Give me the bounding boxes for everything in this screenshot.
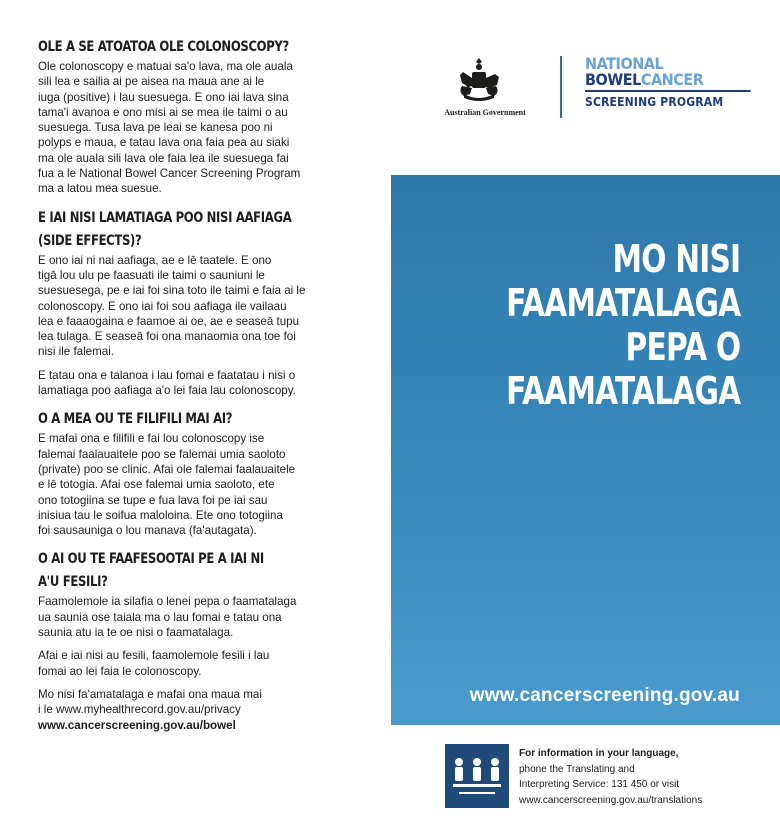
paragraph: E mafai ona e filifili e fai lou colonoscopy ise falemai faalauaitele poo se falemai umia saoloto (private) poo se clinic. Afai ole falemai faalauaitele e lē totogia. Afai ose falemai umia saoloto, ete ono totogiina se tupe e fua lava foi pe iai sau inisiua tau le soifua maloloina. Ete ono totogiina foi sausauniga o lou manava (fa'autagata). <box>38 432 296 538</box>
translating-service-icon <box>445 744 509 808</box>
paragraph: Faamolemole ia silafia o lenei pepa o faamatalaga ua saunia ose taiala ma o lau fomai e tatau ona saunia atu ia te oe nisi o faamatalaga. <box>38 595 297 640</box>
coat-of-arms-icon <box>426 56 536 122</box>
section-contact <box>38 548 356 732</box>
left-column <box>38 36 356 743</box>
paragraph: Ole colonoscopy e matuai sa'o lava, ma ole auala sili lea e sailia ai pe aisea na maua ane ai le iuga (positive) i lau suesuega. E ono iai lava sina tama'i avanoa e ono misi ai se mea ile taimi o au suesuega. Tusa lava pe leai se kanesa poo ni polyps e maua, e tatau lava ona faia pea au siaki ma ole auala sili lava ole faia lea ile suesuega fai fua a le National Bowel Cancer Screening Program ma a latou mea suesue. <box>38 60 301 196</box>
section-heading: OLE A SE ATOATOA OLE COLONOSCOPY? <box>38 39 289 55</box>
section-heading-line2: A'U FESILI? <box>38 574 108 591</box>
program-line-2: BOWELCANCER <box>585 70 704 89</box>
gov-label: Australian Government <box>444 108 526 117</box>
section-heading: O AI OU TE FAAFESOOTAI PE A IAI NI <box>38 551 264 568</box>
translations-link[interactable]: www.cancerscreening.gov.au/translations <box>519 794 703 806</box>
section-choices <box>38 408 356 538</box>
closing-paragraph: Mo nisi fa'amatalaga e mafai ona maua mai i le www.myhealthrecord.gov.au/privacy www.cancerscreening.gov.au/bowel <box>38 687 356 733</box>
cover-panel <box>391 175 780 725</box>
section-heading: O A MEA OU TE FILIFILI MAI AI? <box>38 411 233 428</box>
paragraph: E tatau ona e talanoa i lau fomai e faatatau i nisi o lamatiaga poo aafiaga a'o lei faia lau colonoscopy. <box>38 368 296 398</box>
cover-title: MO NISI FAAMATALAGA PEPA O FAAMATALAGA <box>505 237 740 413</box>
section-side-effects <box>38 207 356 399</box>
section-heading: E IAI NISI LAMATIAGA POO NISI AAFIAGA <box>38 209 292 226</box>
translating-service-info: For information in your language, phone the Translating and Interpreting Service: 131 450 or visit www.cancerscreening.gov.au/translations <box>519 746 759 808</box>
program-logo <box>585 56 755 110</box>
cover-url[interactable]: www.cancerscreening.gov.au <box>469 685 740 706</box>
program-line-3: SCREENING PROGRAM <box>585 90 751 110</box>
privacy-link[interactable]: i le www.myhealthrecord.gov.au/privacy <box>38 703 241 717</box>
section-accuracy <box>38 36 356 197</box>
logo-divider <box>560 56 562 118</box>
logo-area <box>420 52 750 122</box>
paragraph: Afai e iai nisi au fesili, faamolemole fesili i lau fomai ao lei faia le colonoscopy. <box>38 649 270 678</box>
bowel-link[interactable]: www.cancerscreening.gov.au/bowel <box>38 718 236 732</box>
paragraph: E ono iai ni nai aafiaga, ae e lē taatele. E ono tigā lou ulu pe faasuati ile taimi o sauniuni le suesuesega, pe e iai foi sina toto ile taimi e faia ai le colonoscopy. E ono iai foi sou aafiaga ile vailaau lea e faaaogaina e faamoe ai oe, ae e seaseā tupu lea tulaga. E seaseā foi ona manaomia ona toe foi nisi ile falemai. <box>38 253 306 359</box>
program-line-1: NATIONAL <box>585 54 664 73</box>
section-heading-line2: (SIDE EFFECTS)? <box>38 232 142 249</box>
